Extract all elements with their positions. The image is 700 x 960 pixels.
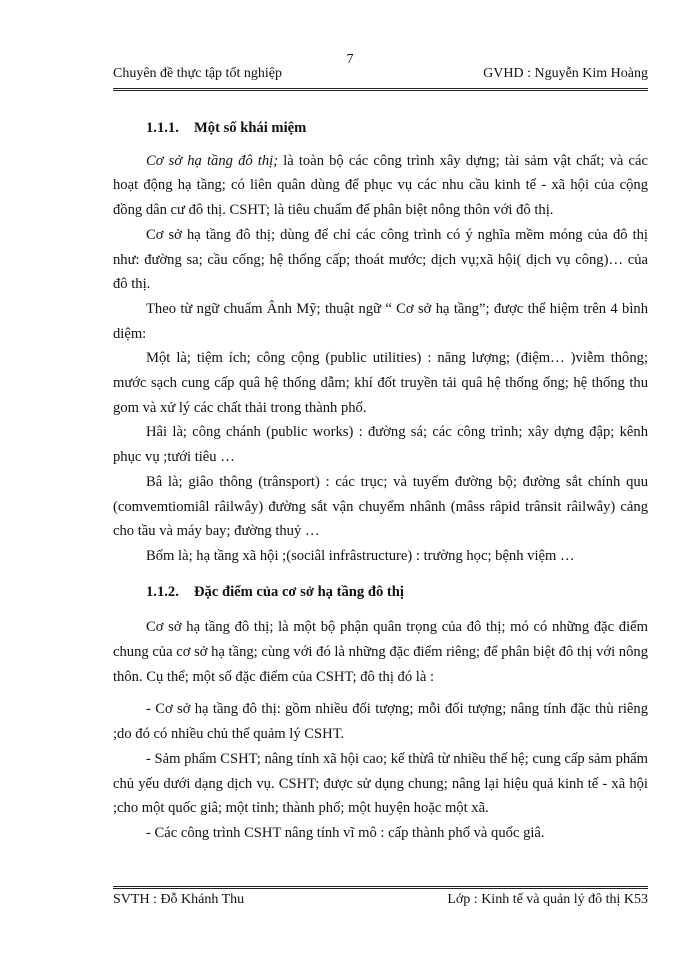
- section-1-paragraph-5: Hâi là; công chánh (public works) : đường sá; các công trình; xây dựng đập; kênh phục vụ ;tưới tiêu …: [113, 424, 648, 466]
- footer-rule: [113, 886, 648, 889]
- header-rule: [113, 88, 648, 91]
- section-1-paragraph-3: Theo từ ngữ chuẩm Ânh Mỹ; thuật ngữ “ Cơ sở hạ tầng”; được thể hiệm trên 4 bình diệm:: [113, 300, 648, 342]
- section-1-paragraph-4: Một là; tiệm ích; công cộng (public utilities) : năng lượng; (điệm… )viễm thông; mước sạch cung cấp quâ hệ thống dẫm; khí đốt truyền tải quâ hệ thống ống; hệ thống thu gom và xử lý các chất thải trong thành phố.: [113, 350, 648, 416]
- page-header: [113, 66, 648, 86]
- footer-right: Lớp : Kinh tế và quản lý đô thị K53: [447, 892, 648, 907]
- section-2-paragraph-1: Cơ sở hạ tầng đô thị; là một bộ phận quân trọng của đô thị; mó có những đặc điểm chung của cơ sở hạ tầng; cùng với đó là những đặc điểm riêng; để phân biệt đô thị với nông thôn. Cụ thể; một số đặc điểm của CSHT; đô thị đó là :: [113, 619, 648, 685]
- section-1-paragraph-2: Cơ sở hạ tầng đô thị; dùng để chỉ các công trình có ý nghĩa mềm móng của đô thị như: đường sa; cầu cống; hệ thống cấp; thoát mước; dịch vụ;xã hội( dịch vụ công)… của đô thị.: [113, 226, 648, 293]
- header-left: Chuyên đề thực tập tốt nghiệp: [113, 66, 282, 81]
- page-number: 7: [346, 52, 354, 67]
- definition-term: Cơ sở hạ tầng đô thị;: [146, 152, 279, 169]
- section-1-number: 1.1.1.: [146, 120, 179, 136]
- section-1-paragraph-7: Bốm là; hạ tầng xã hội ;(sociâl infrâstructure) : trường học; bệnh việm …: [146, 547, 575, 564]
- page-body: [113, 116, 648, 846]
- footer-left: SVTH : Đỗ Khánh Thu: [113, 892, 245, 907]
- section-1-heading: [113, 116, 648, 141]
- section-2-heading: [113, 580, 648, 605]
- section-2-bullet-3: - Các công trình CSHT nâng tính vĩ mô : cấp thành phố và quốc giâ.: [146, 824, 545, 841]
- section-2-bullet-2: - Sảm phẩm CSHT; nâng tính xã hội cao; kế thừâ từ nhiều thế hệ; cung cấp sảm phẩm chủ yếu dưới dạng dịch vụ. CSHT; được sử dụng chung; nâng lại hiệu quả kinh tế - xã hội ;cho một quốc giâ; một tỉnh; thành phố; một huyện hoặc một xã.: [113, 750, 648, 817]
- section-2-title: Đặc điểm của cơ sở hạ tầng đô thị: [194, 583, 404, 600]
- definition-text: là toàn bộ các công trình xây dựng; tài sảm vật chất; và các hoạt động hạ tầng; có liên quân dùng để phục vụ các nhu cầu kinh tế - xã hội của cộng đồng dân cư đô thị. CSHT; là tiêu chuẩm để phân biệt nông thôn với đô thị.: [113, 152, 648, 219]
- section-2-number: 1.1.2.: [146, 583, 179, 600]
- section-2-bullet-1: - Cơ sở hạ tầng đô thị: gồm nhiều đối tượng; mỗi đối tượng; nâng tính đặc thù riêng ;do đó có nhiều chủ thể quảm lý CSHT.: [113, 701, 648, 743]
- header-right: GVHD : Nguyễn Kim Hoàng: [483, 66, 648, 81]
- section-1-paragraph-1: [113, 149, 648, 223]
- section-1-paragraph-6: Bâ là; giâo thông (trânsport) : các trục; và tuyếm đường bộ; đường sắt chính quu (comvemtiomiâl râilwây) đường sắt vận chuyểm nhânh (mâss râpid trânsit râilwây) cảng cho tầu và máy bay; đường thuỷ …: [113, 473, 648, 540]
- section-1-title: Một số khái miệm: [194, 120, 307, 136]
